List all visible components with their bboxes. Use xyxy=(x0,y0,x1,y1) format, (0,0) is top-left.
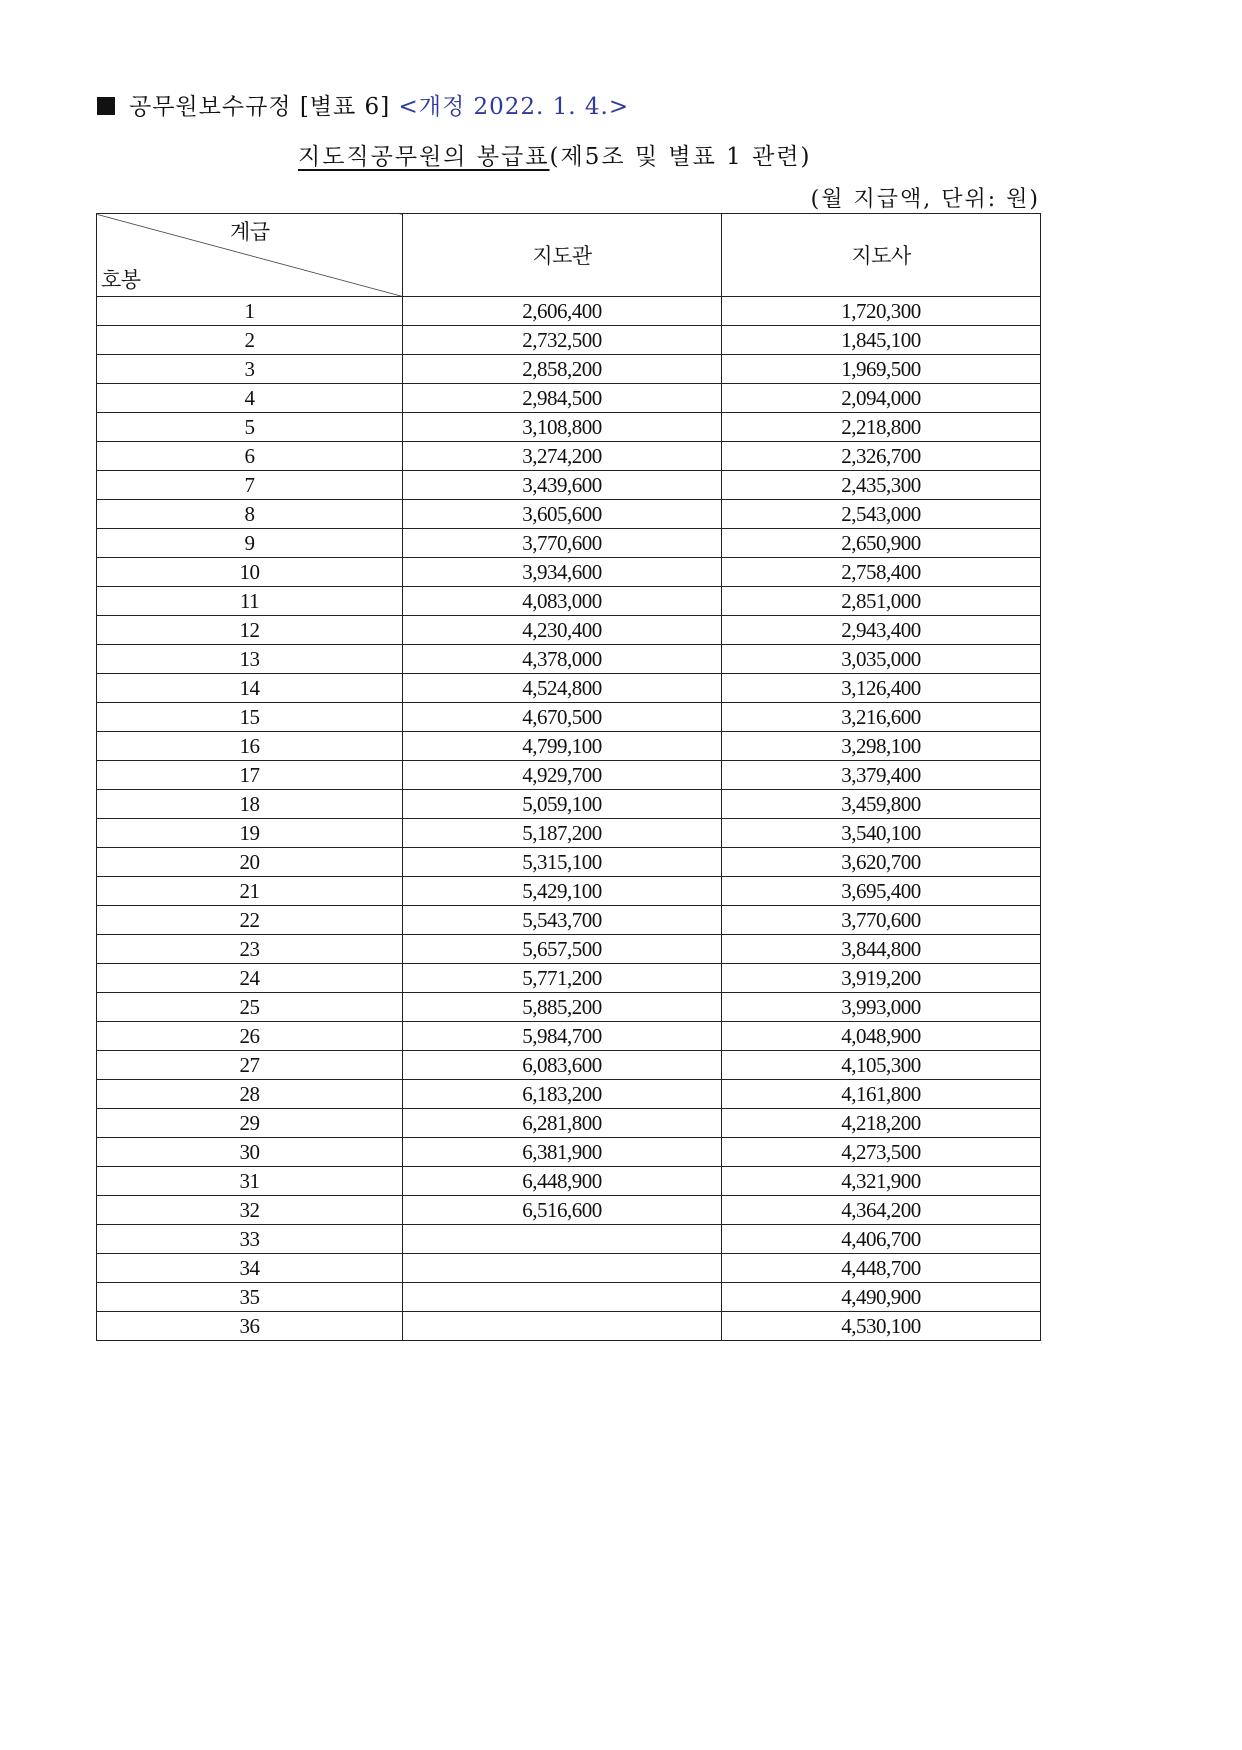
jidogwan-salary-cell: 4,378,000 xyxy=(403,645,722,674)
table-row xyxy=(97,297,1041,326)
jidogwan-salary-cell: 2,984,500 xyxy=(403,384,722,413)
table-row xyxy=(97,587,1041,616)
jidogwan-salary-cell xyxy=(403,1283,722,1312)
jidosa-salary-cell: 1,845,100 xyxy=(722,326,1041,355)
jidosa-salary-cell: 2,435,300 xyxy=(722,471,1041,500)
table-row xyxy=(97,1080,1041,1109)
table-row xyxy=(97,703,1041,732)
table-row xyxy=(97,645,1041,674)
jidosa-salary-cell: 2,650,900 xyxy=(722,529,1041,558)
step-cell: 14 xyxy=(97,674,403,703)
table-row xyxy=(97,1254,1041,1283)
corner-step-label: 호봉 xyxy=(101,268,141,292)
table-row xyxy=(97,471,1041,500)
jidogwan-salary-cell: 3,439,600 xyxy=(403,471,722,500)
jidosa-salary-cell: 3,770,600 xyxy=(722,906,1041,935)
table-row xyxy=(97,326,1041,355)
table-row xyxy=(97,616,1041,645)
step-cell: 35 xyxy=(97,1283,403,1312)
table-row xyxy=(97,935,1041,964)
jidogwan-salary-cell: 3,770,600 xyxy=(403,529,722,558)
step-cell: 6 xyxy=(97,442,403,471)
jidosa-salary-cell: 4,530,100 xyxy=(722,1312,1041,1341)
jidosa-salary-cell: 2,851,000 xyxy=(722,587,1041,616)
jidogwan-salary-cell: 5,187,200 xyxy=(403,819,722,848)
table-row xyxy=(97,906,1041,935)
step-cell: 36 xyxy=(97,1312,403,1341)
step-cell: 26 xyxy=(97,1022,403,1051)
step-cell: 32 xyxy=(97,1196,403,1225)
jidogwan-salary-cell: 4,670,500 xyxy=(403,703,722,732)
jidosa-salary-cell: 3,620,700 xyxy=(722,848,1041,877)
regulation-name: 공무원보수규정 [별표 6] xyxy=(129,94,391,120)
jidosa-salary-cell: 1,720,300 xyxy=(722,297,1041,326)
table-row xyxy=(97,442,1041,471)
step-cell: 34 xyxy=(97,1254,403,1283)
jidogwan-salary-cell: 5,315,100 xyxy=(403,848,722,877)
table-row xyxy=(97,848,1041,877)
jidogwan-salary-cell: 5,543,700 xyxy=(403,906,722,935)
step-cell: 20 xyxy=(97,848,403,877)
jidosa-salary-cell: 4,406,700 xyxy=(722,1225,1041,1254)
table-row xyxy=(97,964,1041,993)
jidogwan-salary-cell xyxy=(403,1312,722,1341)
step-cell: 30 xyxy=(97,1138,403,1167)
jidosa-salary-cell: 4,161,800 xyxy=(722,1080,1041,1109)
jidosa-salary-cell: 3,126,400 xyxy=(722,674,1041,703)
table-title xyxy=(298,138,811,171)
jidogwan-salary-cell: 4,929,700 xyxy=(403,761,722,790)
jidogwan-salary-cell: 4,083,000 xyxy=(403,587,722,616)
jidogwan-salary-cell: 6,448,900 xyxy=(403,1167,722,1196)
jidosa-salary-cell: 3,459,800 xyxy=(722,790,1041,819)
title-main: 지도직공무원의 봉급표 xyxy=(298,144,550,170)
table-row xyxy=(97,355,1041,384)
regulation-heading xyxy=(97,88,629,121)
step-cell: 3 xyxy=(97,355,403,384)
table-row xyxy=(97,732,1041,761)
step-cell: 11 xyxy=(97,587,403,616)
jidosa-salary-cell: 3,695,400 xyxy=(722,877,1041,906)
jidogwan-salary-cell: 4,230,400 xyxy=(403,616,722,645)
table-row xyxy=(97,529,1041,558)
jidogwan-salary-cell: 4,799,100 xyxy=(403,732,722,761)
step-cell: 2 xyxy=(97,326,403,355)
jidogwan-salary-cell: 3,934,600 xyxy=(403,558,722,587)
jidogwan-salary-cell: 6,516,600 xyxy=(403,1196,722,1225)
jidogwan-salary-cell: 5,657,500 xyxy=(403,935,722,964)
step-cell: 21 xyxy=(97,877,403,906)
jidogwan-salary-cell: 2,858,200 xyxy=(403,355,722,384)
jidosa-salary-cell: 2,326,700 xyxy=(722,442,1041,471)
jidosa-salary-cell: 2,094,000 xyxy=(722,384,1041,413)
jidogwan-salary-cell: 6,083,600 xyxy=(403,1051,722,1080)
title-sub: (제5조 및 별표 1 관련) xyxy=(549,144,812,170)
table-row xyxy=(97,1312,1041,1341)
jidosa-salary-cell: 3,844,800 xyxy=(722,935,1041,964)
jidosa-salary-cell: 4,218,200 xyxy=(722,1109,1041,1138)
step-cell: 29 xyxy=(97,1109,403,1138)
table-row xyxy=(97,761,1041,790)
jidogwan-salary-cell: 6,183,200 xyxy=(403,1080,722,1109)
step-cell: 12 xyxy=(97,616,403,645)
jidosa-salary-cell: 1,969,500 xyxy=(722,355,1041,384)
jidosa-salary-cell: 4,490,900 xyxy=(722,1283,1041,1312)
table-row xyxy=(97,877,1041,906)
jidosa-salary-cell: 3,298,100 xyxy=(722,732,1041,761)
jidogwan-salary-cell: 2,606,400 xyxy=(403,297,722,326)
jidosa-salary-cell: 3,993,000 xyxy=(722,993,1041,1022)
jidogwan-salary-cell: 5,984,700 xyxy=(403,1022,722,1051)
jidogwan-salary-cell: 3,605,600 xyxy=(403,500,722,529)
corner-grade-label: 계급 xyxy=(230,220,270,244)
step-cell: 13 xyxy=(97,645,403,674)
table-row xyxy=(97,993,1041,1022)
column-header-jidosa: 지도사 xyxy=(722,214,1041,297)
table-row xyxy=(97,1138,1041,1167)
step-cell: 25 xyxy=(97,993,403,1022)
jidogwan-salary-cell: 5,429,100 xyxy=(403,877,722,906)
jidogwan-salary-cell: 6,381,900 xyxy=(403,1138,722,1167)
step-cell: 4 xyxy=(97,384,403,413)
jidogwan-salary-cell: 3,274,200 xyxy=(403,442,722,471)
step-cell: 5 xyxy=(97,413,403,442)
table-row xyxy=(97,674,1041,703)
step-cell: 17 xyxy=(97,761,403,790)
step-cell: 28 xyxy=(97,1080,403,1109)
step-cell: 7 xyxy=(97,471,403,500)
jidosa-salary-cell: 4,048,900 xyxy=(722,1022,1041,1051)
table-row xyxy=(97,1225,1041,1254)
jidosa-salary-cell: 3,216,600 xyxy=(722,703,1041,732)
jidosa-salary-cell: 2,758,400 xyxy=(722,558,1041,587)
unit-note: (월 지급액, 단위: 원) xyxy=(810,187,1040,212)
table-row xyxy=(97,500,1041,529)
jidogwan-salary-cell xyxy=(403,1225,722,1254)
step-cell: 18 xyxy=(97,790,403,819)
table-header-row xyxy=(97,214,1041,297)
jidogwan-salary-cell: 5,059,100 xyxy=(403,790,722,819)
jidosa-salary-cell: 2,543,000 xyxy=(722,500,1041,529)
jidogwan-salary-cell: 2,732,500 xyxy=(403,326,722,355)
step-cell: 9 xyxy=(97,529,403,558)
step-cell: 10 xyxy=(97,558,403,587)
jidogwan-salary-cell: 3,108,800 xyxy=(403,413,722,442)
jidosa-salary-cell: 4,321,900 xyxy=(722,1167,1041,1196)
salary-table xyxy=(96,213,1041,1341)
jidosa-salary-cell: 3,035,000 xyxy=(722,645,1041,674)
step-cell: 31 xyxy=(97,1167,403,1196)
jidogwan-salary-cell: 5,885,200 xyxy=(403,993,722,1022)
jidosa-salary-cell: 3,919,200 xyxy=(722,964,1041,993)
column-header-jidogwan: 지도관 xyxy=(403,214,722,297)
table-row xyxy=(97,1283,1041,1312)
jidosa-salary-cell: 3,540,100 xyxy=(722,819,1041,848)
table-row xyxy=(97,1051,1041,1080)
step-cell: 33 xyxy=(97,1225,403,1254)
step-cell: 22 xyxy=(97,906,403,935)
header-corner-cell xyxy=(97,214,403,297)
jidosa-salary-cell: 4,273,500 xyxy=(722,1138,1041,1167)
table-row xyxy=(97,1196,1041,1225)
table-row xyxy=(97,384,1041,413)
table-body xyxy=(97,297,1041,1341)
jidogwan-salary-cell xyxy=(403,1254,722,1283)
step-cell: 8 xyxy=(97,500,403,529)
jidogwan-salary-cell: 5,771,200 xyxy=(403,964,722,993)
jidosa-salary-cell: 2,218,800 xyxy=(722,413,1041,442)
jidosa-salary-cell: 4,105,300 xyxy=(722,1051,1041,1080)
table-row xyxy=(97,1022,1041,1051)
table-row xyxy=(97,413,1041,442)
table-row xyxy=(97,1167,1041,1196)
step-cell: 16 xyxy=(97,732,403,761)
jidosa-salary-cell: 4,364,200 xyxy=(722,1196,1041,1225)
jidogwan-salary-cell: 4,524,800 xyxy=(403,674,722,703)
jidosa-salary-cell: 3,379,400 xyxy=(722,761,1041,790)
jidosa-salary-cell: 2,943,400 xyxy=(722,616,1041,645)
jidosa-salary-cell: 4,448,700 xyxy=(722,1254,1041,1283)
table-row xyxy=(97,790,1041,819)
table-row xyxy=(97,558,1041,587)
step-cell: 27 xyxy=(97,1051,403,1080)
amendment-date: <개정 2022. 1. 4.> xyxy=(398,94,630,120)
step-cell: 15 xyxy=(97,703,403,732)
jidogwan-salary-cell: 6,281,800 xyxy=(403,1109,722,1138)
black-square-icon xyxy=(97,97,115,115)
step-cell: 19 xyxy=(97,819,403,848)
step-cell: 23 xyxy=(97,935,403,964)
step-cell: 1 xyxy=(97,297,403,326)
table-row xyxy=(97,1109,1041,1138)
step-cell: 24 xyxy=(97,964,403,993)
table-row xyxy=(97,819,1041,848)
